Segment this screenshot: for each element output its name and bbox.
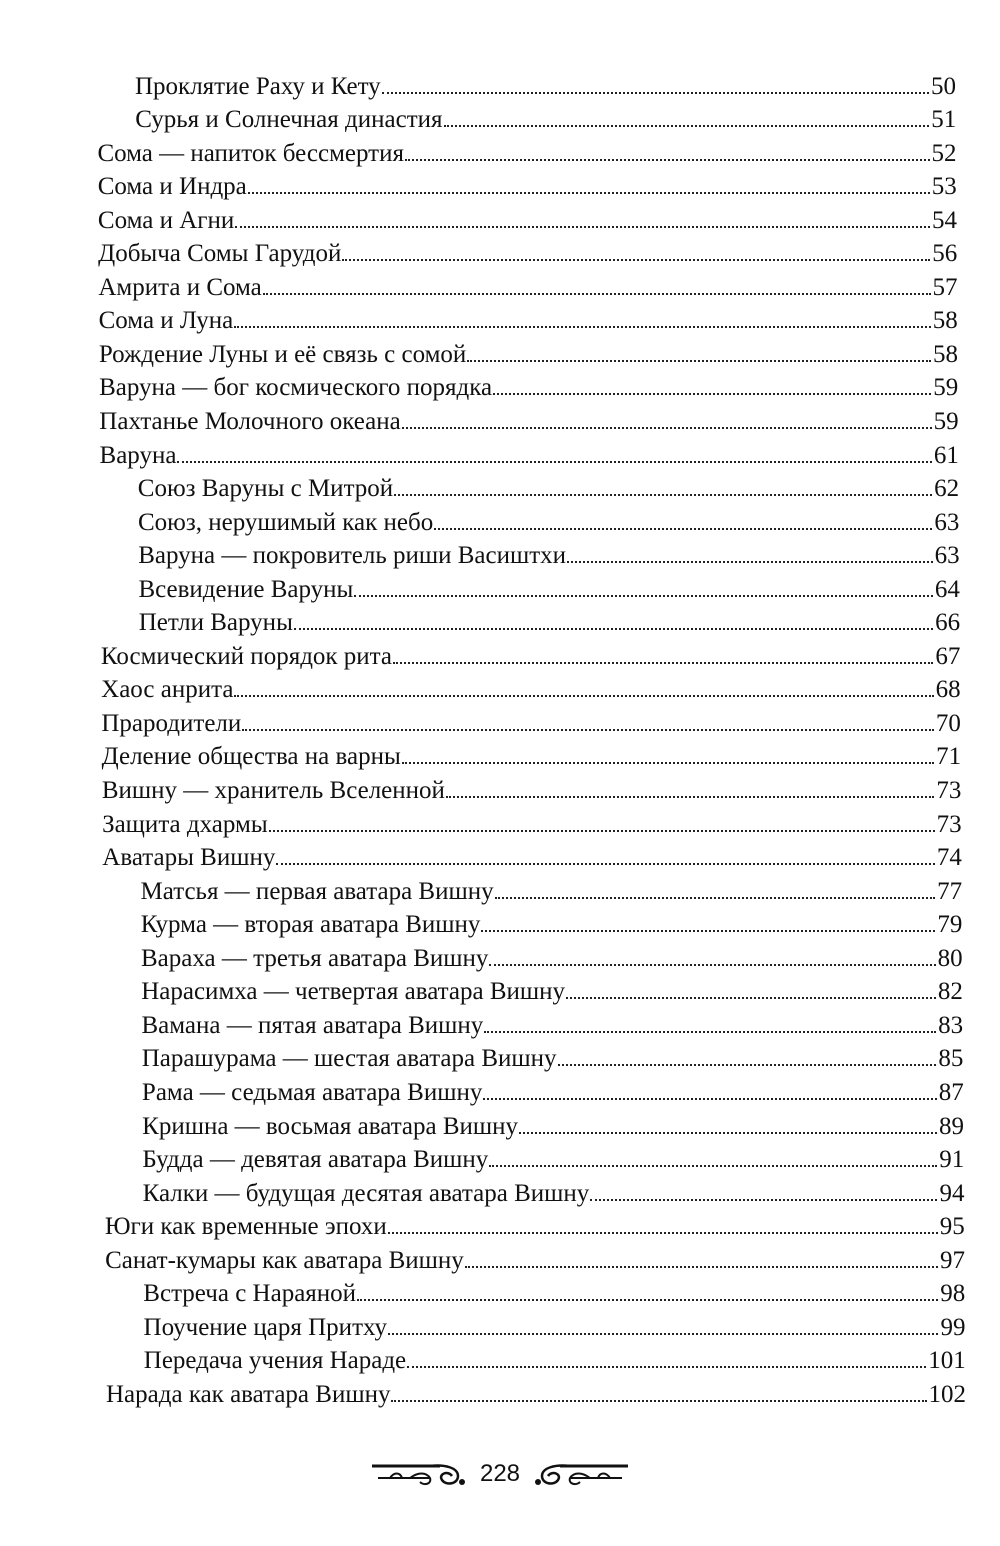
toc-entry <box>0 1209 965 1243</box>
toc-entry-title: Всевидение Варуны <box>138 575 354 603</box>
dot-leader <box>566 997 936 999</box>
dot-leader <box>465 1266 938 1268</box>
toc-entry-page: 102 <box>928 1380 966 1408</box>
dot-leader <box>263 293 931 295</box>
dot-leader <box>234 326 931 328</box>
toc-entry <box>0 504 959 538</box>
page-footer <box>0 1452 1000 1496</box>
toc-entry <box>0 68 956 102</box>
dot-leader <box>276 863 935 865</box>
toc-entry <box>0 1041 963 1075</box>
toc-entry-page: 87 <box>938 1078 964 1106</box>
toc-entry <box>0 135 957 169</box>
dot-leader <box>269 830 935 832</box>
toc-entry-page: 51 <box>931 106 957 134</box>
toc-entry-page: 62 <box>934 475 960 503</box>
dot-leader <box>434 528 932 530</box>
toc-entry-title: Защита дхармы <box>102 810 268 838</box>
toc-entry <box>0 336 958 370</box>
toc-entry <box>0 974 963 1008</box>
dot-leader <box>294 628 933 630</box>
toc-entry-page: 79 <box>937 911 963 939</box>
toc-entry-page: 52 <box>931 139 957 167</box>
toc-entry-page: 54 <box>932 206 958 234</box>
toc-entry-title: Варуна — покровитель риши Васиштхи <box>138 542 567 570</box>
toc-entry-title: Будда — девятая аватара Вишну <box>142 1146 489 1174</box>
toc-entry <box>0 169 957 203</box>
dot-leader <box>446 796 934 798</box>
dot-leader <box>402 427 932 429</box>
dot-leader <box>354 595 932 597</box>
table-of-contents <box>0 68 1000 1410</box>
toc-entry-page: 83 <box>938 1011 964 1039</box>
toc-entry <box>0 1343 966 1377</box>
toc-entry-title: Юги как временные эпохи <box>104 1213 387 1241</box>
toc-entry-title: Нарасимха — четвертая аватара Вишну <box>141 978 565 1006</box>
toc-entry <box>0 1276 965 1310</box>
toc-entry-title: Хаос анрита <box>101 676 234 704</box>
toc-entry-page: 89 <box>938 1112 964 1140</box>
dot-leader <box>558 1064 937 1066</box>
toc-entry <box>0 1108 964 1142</box>
toc-entry-title: Санат-кумары как аватара Вишну <box>105 1246 464 1274</box>
toc-entry <box>0 1376 966 1410</box>
dot-leader <box>177 461 931 463</box>
dot-leader <box>489 1165 937 1167</box>
toc-entry-page: 101 <box>928 1347 966 1375</box>
toc-entry-page: 68 <box>935 676 961 704</box>
toc-entry <box>0 705 961 739</box>
toc-entry-page: 59 <box>933 374 959 402</box>
toc-entry-title: Рождение Луны и её связь с сомой <box>98 340 467 368</box>
scroll-ornament-right-icon <box>530 1458 630 1490</box>
toc-entry-page: 73 <box>936 810 962 838</box>
toc-entry-page: 53 <box>931 173 957 201</box>
toc-entry-page: 85 <box>938 1045 964 1073</box>
dot-leader <box>467 360 931 362</box>
toc-entry <box>0 806 962 840</box>
toc-entry-page: 74 <box>936 844 962 872</box>
toc-entry-title: Сома и Луна <box>98 307 234 335</box>
dot-leader <box>484 1031 936 1033</box>
dot-leader <box>242 729 934 731</box>
toc-entry-title: Вамана — пятая аватара Вишну <box>141 1011 484 1039</box>
toc-entry <box>0 1242 965 1276</box>
dot-leader <box>248 192 930 194</box>
toc-entry-page: 98 <box>940 1280 966 1308</box>
toc-entry-page: 94 <box>939 1179 965 1207</box>
toc-entry-page: 66 <box>935 609 961 637</box>
toc-entry-page: 80 <box>937 944 963 972</box>
toc-entry-page: 97 <box>939 1246 965 1274</box>
toc-entry-title: Амрита и Сома <box>98 273 262 301</box>
toc-entry-title: Союз, нерушимый как небо <box>138 508 434 536</box>
dot-leader <box>234 695 933 697</box>
toc-entry <box>0 269 958 303</box>
toc-entry-title: Добыча Сомы Гарудой <box>98 240 342 268</box>
page-number: 228 <box>479 1460 521 1487</box>
toc-entry-page: 50 <box>931 72 956 100</box>
toc-entry-page: 56 <box>932 240 958 268</box>
dot-leader <box>405 159 930 161</box>
dot-leader <box>391 1400 926 1402</box>
toc-entry <box>0 471 959 505</box>
toc-entry-page: 57 <box>932 273 958 301</box>
dot-leader <box>342 259 930 261</box>
toc-entry-page: 82 <box>937 978 963 1006</box>
toc-entry <box>0 538 960 572</box>
toc-entry-title: Космический порядок рита <box>100 642 393 670</box>
toc-entry-title: Прародители <box>101 709 242 737</box>
toc-entry <box>0 437 959 471</box>
toc-entry <box>0 571 960 605</box>
toc-entry-page: 77 <box>937 877 963 905</box>
toc-entry-title: Поучение царя Притху <box>143 1313 388 1341</box>
dot-leader <box>382 92 929 94</box>
toc-entry-page: 95 <box>939 1213 965 1241</box>
toc-entry-title: Кришна — восьмая аватара Вишну <box>142 1112 519 1140</box>
dot-leader <box>388 1232 938 1234</box>
toc-entry-title: Рама — седьмая аватара Вишну <box>141 1078 483 1106</box>
toc-entry-page: 99 <box>940 1313 966 1341</box>
toc-entry-page: 59 <box>933 408 959 436</box>
toc-entry <box>0 772 961 806</box>
toc-entry-page: 70 <box>935 709 961 737</box>
dot-leader <box>388 1333 938 1335</box>
toc-entry-title: Матсья — первая аватара Вишну <box>140 877 494 905</box>
toc-entry-title: Варуна — бог космического порядка <box>99 374 493 402</box>
toc-entry-page: 67 <box>935 642 961 670</box>
toc-entry <box>0 672 961 706</box>
dot-leader <box>489 964 935 966</box>
toc-entry <box>0 236 957 270</box>
toc-entry-page: 61 <box>933 441 959 469</box>
toc-entry <box>0 202 957 236</box>
toc-entry-title: Сурья и Солнечная династия <box>135 106 443 134</box>
toc-entry <box>0 739 961 773</box>
dot-leader <box>407 1366 926 1368</box>
toc-entry-page: 73 <box>936 777 962 805</box>
toc-entry-page: 63 <box>934 542 960 570</box>
toc-entry-title: Сома — напиток бессмертия <box>97 139 404 167</box>
dot-leader <box>519 1132 937 1134</box>
toc-entry <box>0 907 962 941</box>
scroll-ornament-left-icon <box>370 1458 470 1490</box>
toc-entry <box>0 370 958 404</box>
toc-entry-page: 63 <box>934 508 960 536</box>
toc-entry-title: Встреча с Нараяной <box>143 1280 357 1308</box>
toc-entry <box>0 1142 964 1176</box>
toc-entry <box>0 873 962 907</box>
dot-leader <box>357 1299 938 1301</box>
toc-entry <box>0 840 962 874</box>
toc-entry <box>0 1309 965 1343</box>
toc-entry-page: 58 <box>933 340 959 368</box>
dot-leader <box>394 494 932 496</box>
toc-entry <box>0 605 960 639</box>
toc-entry-title: Варуна <box>99 441 177 469</box>
toc-entry-title: Курма — вторая аватара Вишну <box>140 911 481 939</box>
dot-leader <box>590 1199 937 1201</box>
toc-entry-title: Сома и Агни <box>97 206 235 234</box>
dot-leader <box>495 897 936 899</box>
toc-entry-title: Союз Варуны с Митрой <box>137 475 394 503</box>
dot-leader <box>493 393 931 395</box>
toc-entry-title: Калки — будущая десятая аватара Вишну <box>142 1179 590 1207</box>
toc-entry-title: Аватары Вишну <box>102 844 276 872</box>
toc-entry-title: Петли Варуны <box>138 609 293 637</box>
toc-entry <box>0 102 956 136</box>
toc-entry-page: 58 <box>932 307 958 335</box>
toc-entry-title: Пахтанье Молочного океана <box>99 408 401 436</box>
toc-entry-page: 91 <box>939 1146 965 1174</box>
dot-leader <box>235 226 930 228</box>
toc-entry-title: Передача учения Нараде <box>143 1347 407 1375</box>
dot-leader <box>481 930 935 932</box>
toc-entry <box>0 403 959 437</box>
toc-entry-page: 71 <box>936 743 962 771</box>
toc-entry-page: 64 <box>934 575 960 603</box>
dot-leader <box>483 1098 936 1100</box>
toc-entry <box>0 940 963 974</box>
toc-entry-title: Парашурама — шестая аватара Вишну <box>141 1045 557 1073</box>
dot-leader <box>393 662 933 664</box>
dot-leader <box>402 762 934 764</box>
toc-entry <box>0 1007 963 1041</box>
toc-entry-title: Сома и Индра <box>97 173 247 201</box>
toc-entry-title: Нарада как аватара Вишну <box>106 1380 391 1408</box>
toc-entry <box>0 1175 964 1209</box>
toc-entry-title: Вараха — третья аватара Вишну <box>141 944 489 972</box>
toc-entry-title: Проклятие Раху и Кету <box>135 72 381 100</box>
toc-entry <box>0 1074 964 1108</box>
toc-entry-title: Деление общества на варны <box>101 743 401 771</box>
dot-leader <box>567 561 933 563</box>
dot-leader <box>444 125 930 127</box>
toc-entry-title: Вишну — хранитель Вселенной <box>101 777 445 805</box>
toc-entry <box>0 638 960 672</box>
toc-entry <box>0 303 958 337</box>
